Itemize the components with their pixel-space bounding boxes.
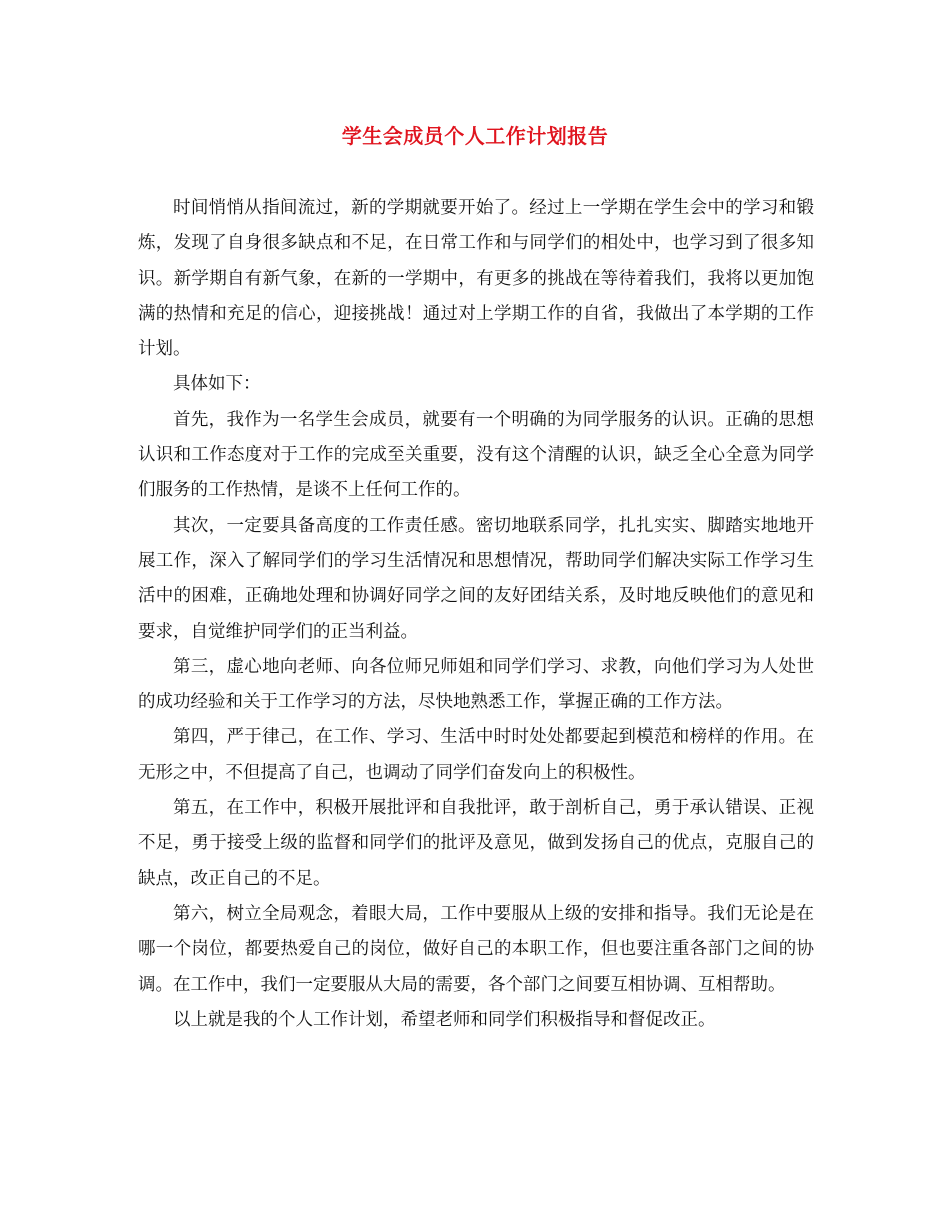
paragraph-details-heading: 具体如下：: [173, 374, 261, 395]
paragraph-sixth: 第六，树立全局观念，着眼大局，工作中要服从上级的安排和指导。我们无论是在哪一个岗位，都要热爱自己的岗位，做好自己的本职工作，但也要注重各部门之间的协调。在工作中，我们一定要服从大局的需要，各个部门之间要互相协调、互相帮助。: [138, 903, 814, 995]
document-title: 学生会成员个人工作计划报告: [341, 124, 609, 148]
document-body: [138, 191, 814, 1038]
paragraph-fifth: 第五，在工作中，积极开展批评和自我批评，敢于剖析自己，勇于承认错误、正视不足，勇于接受上级的监督和同学们的批评及意见，做到发扬自己的优点，克服自己的缺点，改正自己的不足。: [138, 798, 814, 889]
paragraph-third: 第三，虚心地向老师、向各位师兄师姐和同学们学习、求教，向他们学习为人处世的成功经验和关于工作学习的方法，尽快地熟悉工作，掌握正确的工作方法。: [138, 656, 814, 713]
paragraph-conclusion: 以上就是我的个人工作计划，希望老师和同学们积极指导和督促改正。: [173, 1009, 716, 1030]
paragraph-first: 首先，我作为一名学生会成员，就要有一个明确的为同学服务的认识。正确的思想认识和工作态度对于工作的完成至关重要，没有这个清醒的认识，缺乏全心全意为同学们服务的工作热情，是谈不上任何工作的。: [138, 409, 814, 501]
paragraph-fourth: 第四，严于律己，在工作、学习、生活中时时处处都要起到模范和榜样的作用。在无形之中，不但提高了自己，也调动了同学们奋发向上的积极性。: [138, 727, 814, 783]
paragraph-second: 其次，一定要具备高度的工作责任感。密切地联系同学，扎扎实实、脚踏实地地开展工作，深入了解同学们的学习生活情况和思想情况，帮助同学们解决实际工作学习生活中的困难，正确地处理和协调好同学之间的友好团结关系，及时地反映他们的意见和要求，自觉维护同学们的正当利益。: [138, 515, 814, 642]
paragraph-intro: 时间悄悄从指间流过，新的学期就要开始了。经过上一学期在学生会中的学习和锻炼，发现了自身很多缺点和不足，在日常工作和与同学们的相处中，也学习到了很多知识。新学期自有新气象，在新的一学期中，有更多的挑战在等待着我们，我将以更加饱满的热情和充足的信心，迎接挑战！通过对上学期工作的自省，我做出了本学期的工作计划。: [138, 198, 814, 360]
